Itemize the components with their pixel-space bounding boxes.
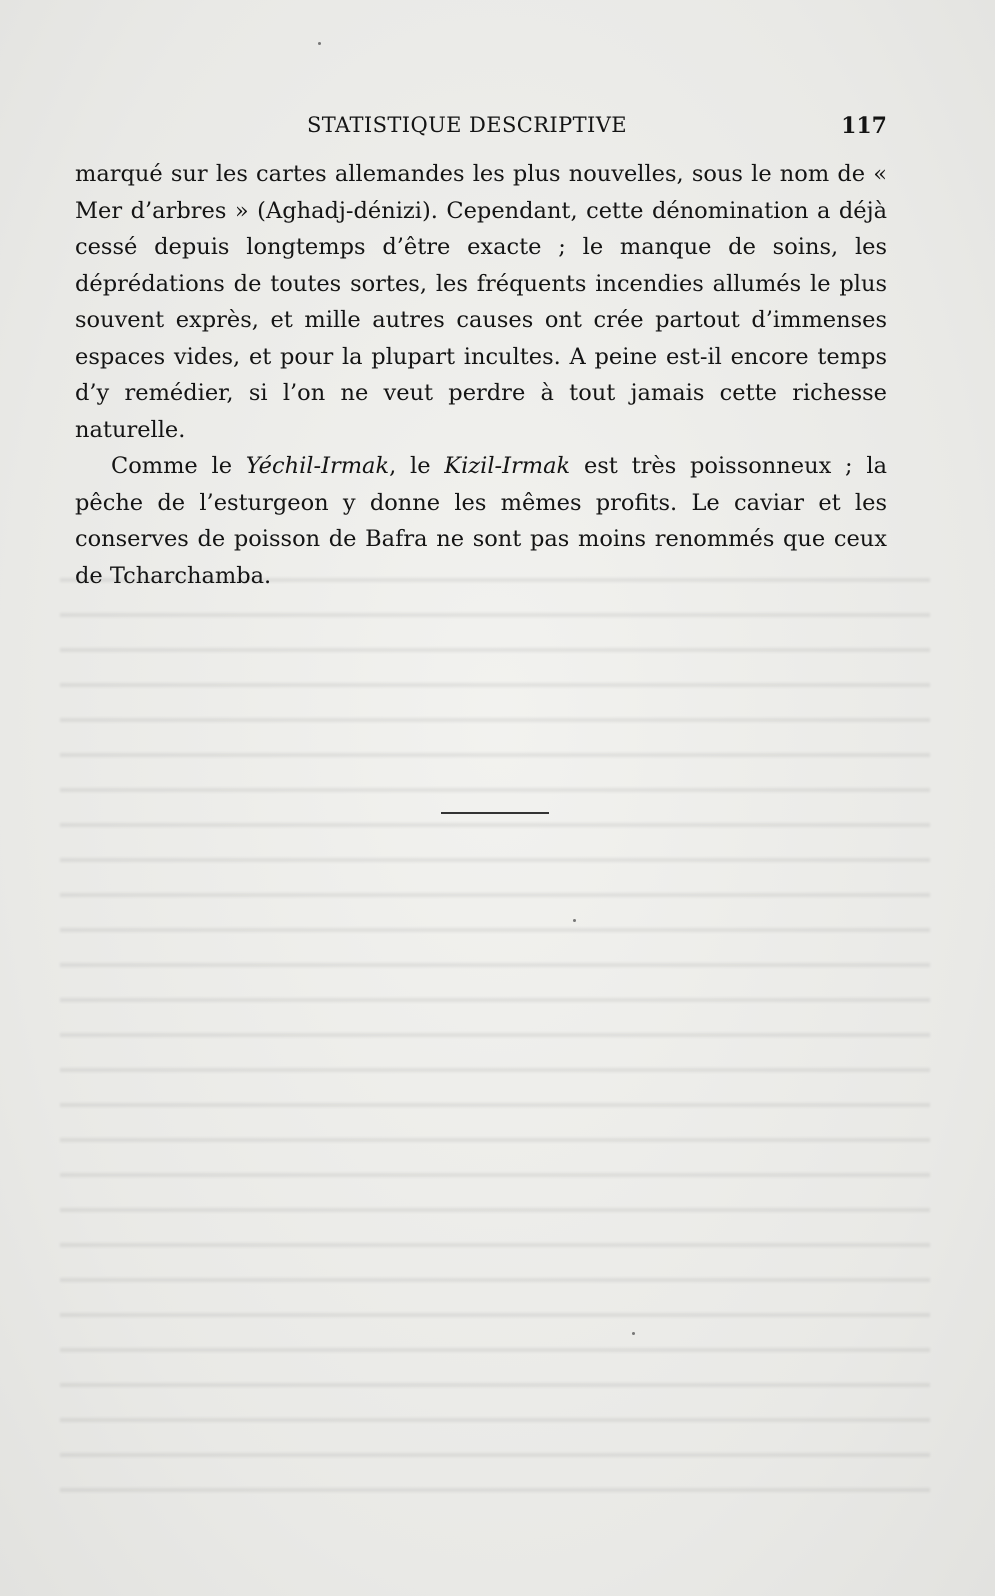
- paper-speck: [318, 42, 321, 45]
- paper-speck: [573, 919, 576, 922]
- page-number: 117: [841, 113, 887, 139]
- river-name-kizil: Kizil-Irmak: [444, 453, 571, 479]
- paper-speck: [632, 1332, 635, 1335]
- para2-rest: est très poissonneux ; la pêche de l’esturgeon y donne les mêmes profits. Le caviar et les conserves de poisson de Bafra ne sont pas moins renommés que ceux de Tcharchamba.: [75, 453, 887, 589]
- para2-mid: , le: [389, 453, 445, 479]
- section-divider: [441, 812, 549, 814]
- show-through-text: [60, 560, 930, 1520]
- running-title: STATISTIQUE DESCRIPTIVE: [307, 113, 628, 137]
- para2-lead: Comme le: [111, 453, 246, 479]
- body-text: [75, 156, 887, 594]
- page-header: [75, 113, 887, 143]
- river-name-yechil: Yéchil-Irmak: [245, 453, 390, 479]
- paragraph-forest: marqué sur les cartes allemandes les plus nouvelles, sous le nom de « Mer d’arbres » (Aghadj-dénizi). Cependant, cette dénomination a déjà cessé depuis longtemps d’être exacte ; le manque de soins, les déprédations de toutes sortes, les fréquents incendies allumés le plus souvent exprès, et mille autres causes ont crée partout d’immenses espaces vides, et pour la plupart incultes. A peine est-il encore temps d’y remédier, si l’on ne veut perdre à tout jamais cette richesse naturelle.: [75, 161, 887, 443]
- paragraph-fisheries: [75, 448, 887, 594]
